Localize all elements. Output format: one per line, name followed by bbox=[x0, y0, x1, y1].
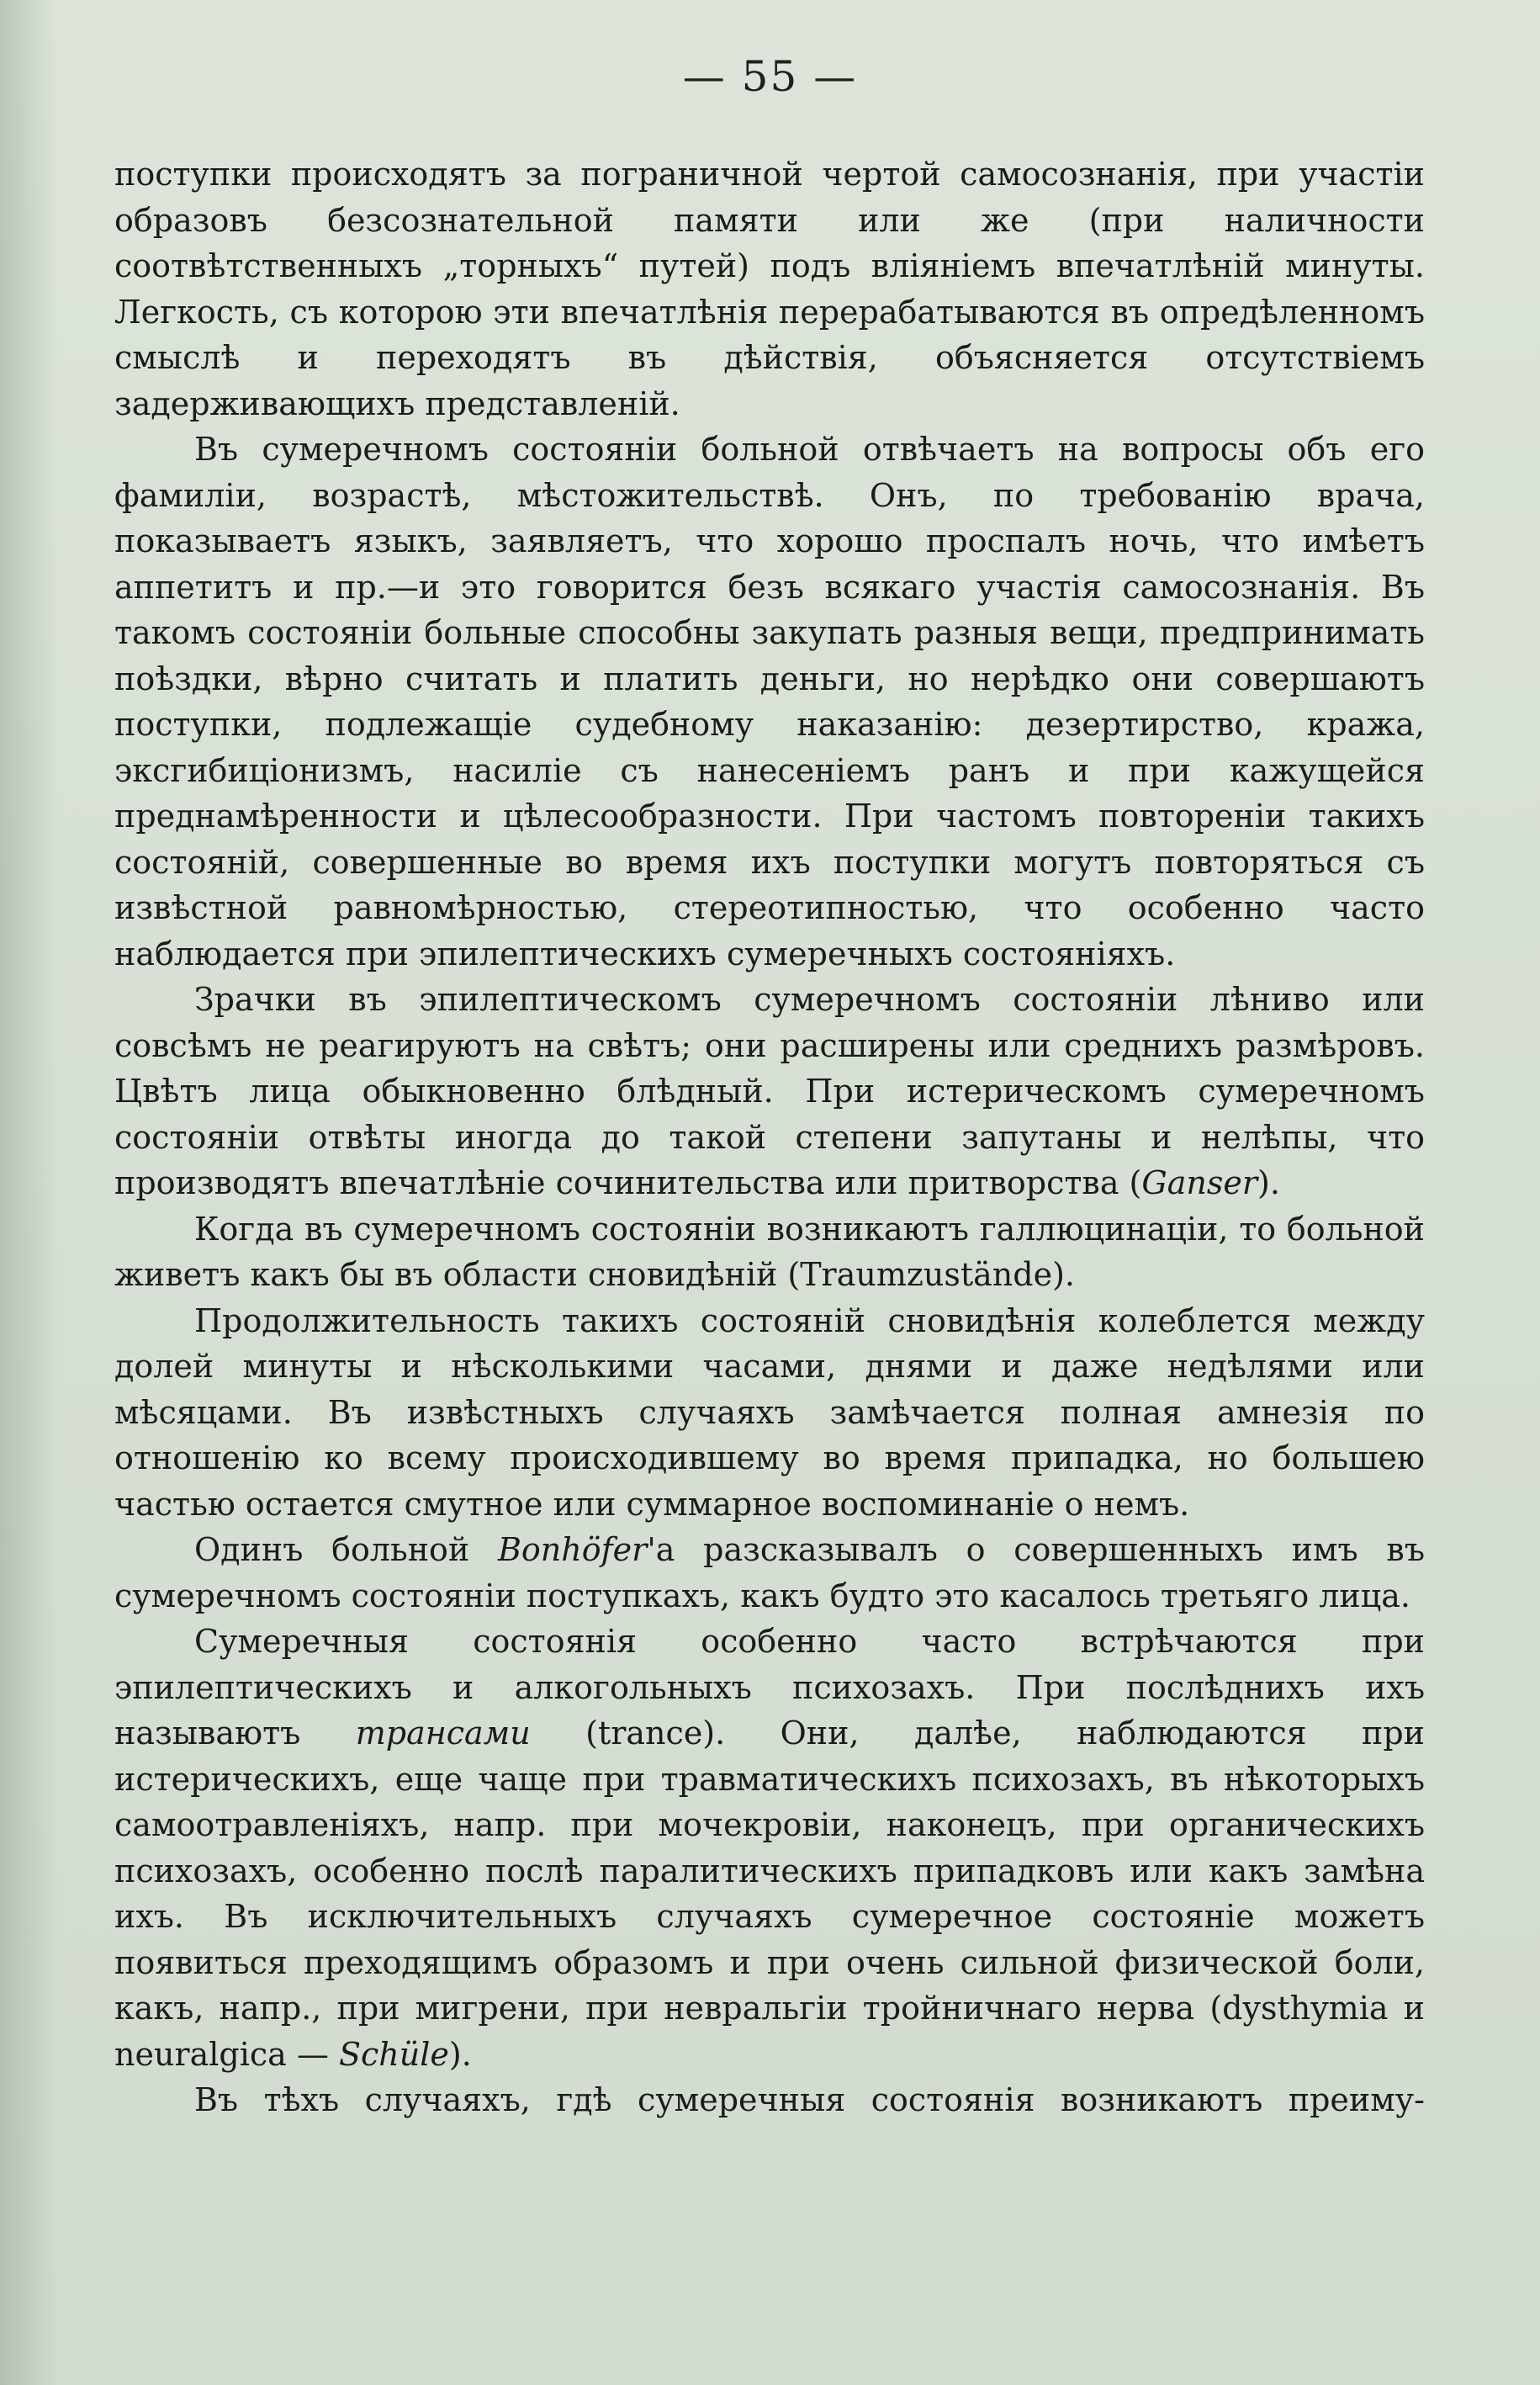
text-run: ). bbox=[448, 2035, 472, 2073]
text-run: Продолжительность такихъ состояній сновидѣнія колеблется между долей минуты и нѣсколькими часами, днями и даже недѣлями или мѣсяцами. Въ извѣстныхъ случаяхъ замѣчается полная амнезія по отношенію ко всему происходившему во время припадка, но большею частью остается смутное или суммарное воспоминаніе о немъ. bbox=[114, 1301, 1425, 1523]
text-run: Одинъ больной bbox=[194, 1531, 498, 1568]
text-run: 'а разсказывалъ о совершенныхъ имъ въ сумеречномъ состояніи поступкахъ, какъ будто это касалось третьяго лица. bbox=[114, 1531, 1426, 1614]
paragraph bbox=[114, 1298, 1425, 1528]
paragraph bbox=[114, 977, 1425, 1206]
paragraph bbox=[114, 1206, 1425, 1298]
paragraph bbox=[114, 2077, 1425, 2123]
paragraph bbox=[114, 151, 1425, 427]
text-run: Въ сумеречномъ состояніи больной отвѣчаетъ на вопросы объ его фамиліи, возрастѣ, мѣстожительствѣ. Онъ, по требованію врача, показываетъ языкъ, заявляетъ, что хорошо проспалъ ночь, что имѣетъ аппетитъ и пр.—и это говорится безъ всякаго участія самосознанія. Въ такомъ состояніи больные способны закупать разныя вещи, предпринимать поѣздки, вѣрно считать и платить деньги, но нерѣдко они совершаютъ поступки, подлежащіе судебному наказанію: дезертирство, кража, эксгибиціонизмъ, насиліе съ нанесеніемъ ранъ и при кажущейся преднамѣренности и цѣлесообразности. При частомъ повтореніи такихъ состояній, совершенные во время ихъ поступки могутъ повторяться съ извѣстной равномѣрностью, стереотипностью, что особенно часто наблюдается при эпилептическихъ сумеречныхъ состояніяхъ. bbox=[114, 431, 1425, 973]
paragraph bbox=[114, 427, 1425, 977]
text-run: (trance). Они, далѣе, наблюдаются при истерическихъ, еще чаще при травматическихъ психозахъ, въ нѣкоторыхъ самоотравленіяхъ, напр. при мочекровіи, наконецъ, при органическихъ психозахъ, особенно послѣ паралитическихъ припадковъ или какъ замѣна ихъ. Въ исключительныхъ случаяхъ сумеречное состояніе можетъ появиться преходящимъ образомъ и при очень сильной физической боли, какъ, напр., при мигрени, при невральгіи тройничнаго нерва (dysthymia и neuralgica — bbox=[114, 1715, 1425, 2073]
text-run: Зрачки въ эпилептическомъ сумеречномъ состояніи лѣниво или совсѣмъ не реагируютъ на свѣтъ; они расширены или среднихъ размѣровъ. Цвѣтъ лица обыкновенно блѣдный. При истерическомъ сумеречномъ состояніи отвѣты иногда до такой степени запутаны и нелѣпы, что производятъ впечатлѣніе сочинительства или притворства ( bbox=[114, 981, 1425, 1201]
paragraph bbox=[114, 1619, 1425, 2077]
text-run: Сумеречныя состоянія особенно часто встрѣчаются при эпилептическихъ и алкогольныхъ психозахъ. При послѣднихъ ихъ называютъ bbox=[114, 1623, 1425, 1752]
author-name: Schüle bbox=[338, 2035, 449, 2073]
text-run: ). bbox=[1257, 1164, 1280, 1201]
author-name: Bonhöfer bbox=[497, 1531, 648, 1568]
page-number: — 55 — bbox=[682, 52, 858, 101]
emphasized-term: трансами bbox=[355, 1715, 531, 1752]
text-run: поступки происходятъ за пограничной чертой самосознанія, при участіи образовъ безсознательной памяти или же (при наличности соотвѣтственныхъ „торныхъ“ путей) подъ вліяніемъ впечатлѣній минуты. Легкость, съ которою эти впечатлѣнія перерабатываются въ опредѣленномъ смыслѣ и переходятъ въ дѣйствія, объясняется отсутствіемъ задерживающихъ представленій. bbox=[114, 156, 1425, 422]
author-name: Ganser bbox=[1141, 1164, 1258, 1201]
body-text bbox=[114, 151, 1425, 2123]
paragraph bbox=[114, 1527, 1425, 1619]
text-run: Въ тѣхъ случаяхъ, гдѣ сумеречныя состоянія возникаютъ преиму- bbox=[194, 2081, 1425, 2118]
text-run: Когда въ сумеречномъ состояніи возникаютъ галлюцинаціи, то больной живетъ какъ бы въ области сновидѣній (Traumzustände). bbox=[114, 1210, 1425, 1293]
page-edge-shadow bbox=[0, 0, 59, 2385]
